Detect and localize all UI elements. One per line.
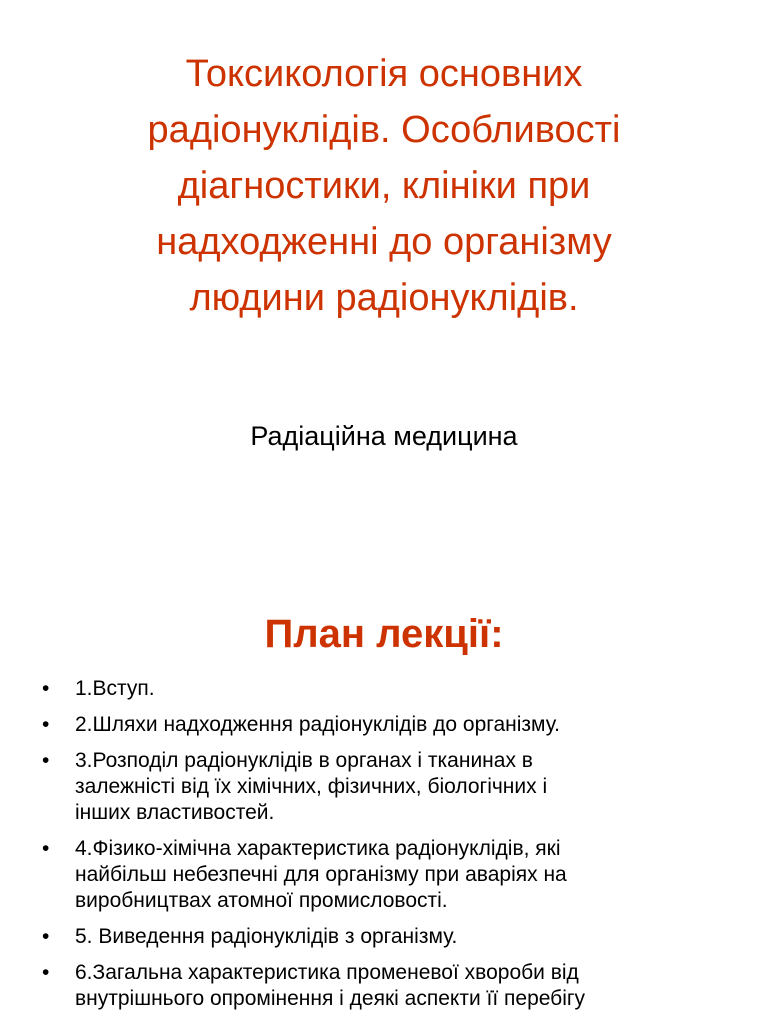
bullet-icon: • — [42, 677, 50, 700]
slide-title-line: Токсикологія основних — [185, 53, 583, 95]
plan-item-text: 2.Шляхи надходження радіонуклідів до організму. — [75, 713, 560, 736]
slide-subtitle: Радіаційна медицина — [250, 421, 518, 451]
plan-item — [40, 712, 740, 738]
plan-heading: План лекції: — [264, 612, 504, 656]
plan-item — [40, 960, 740, 1012]
plan-item — [40, 676, 740, 702]
plan-item-text: виробництвах атомної промисловості. — [75, 889, 448, 912]
plan-item-text: 5. Виведення радіонуклідів з організму. — [75, 925, 458, 948]
slide-title-line: надходженні до організму — [156, 221, 612, 263]
plan-item-text: залежністі від їх хімічних, фізичних, біологічних і — [75, 775, 548, 798]
plan-item — [40, 836, 740, 914]
bullet-icon: • — [42, 713, 50, 736]
plan-item-text: інших властивостей. — [75, 801, 275, 824]
plan-item — [40, 924, 740, 950]
slide-title-line: людини радіонуклідів. — [189, 277, 579, 319]
slide-title — [60, 46, 708, 326]
plan-item-text: 6.Загальна характеристика променевої хвороби від — [75, 961, 579, 984]
plan-item-text: найбільш небезпечні для організму при аваріях на — [75, 863, 567, 886]
bullet-icon: • — [42, 961, 50, 984]
bullet-icon: • — [42, 925, 50, 948]
bullet-icon: • — [42, 749, 50, 772]
slide-title-line: діагностики, клініки при — [177, 165, 591, 207]
plan-item-text: 1.Вступ. — [75, 677, 155, 700]
bullet-icon: • — [42, 837, 50, 860]
plan-list — [40, 676, 740, 1022]
plan-item-text: 3.Розподіл радіонуклідів в органах і тканинах в — [75, 749, 533, 772]
plan-item-text: внутрішнього опромінення і деякі аспекти її перебігу — [75, 987, 586, 1010]
plan-item — [40, 748, 740, 826]
slide-title-line: радіонуклідів. Особливості — [147, 109, 621, 151]
plan-item-text: 4.Фізико-хімічна характеристика радіонуклідів, які — [75, 837, 561, 860]
